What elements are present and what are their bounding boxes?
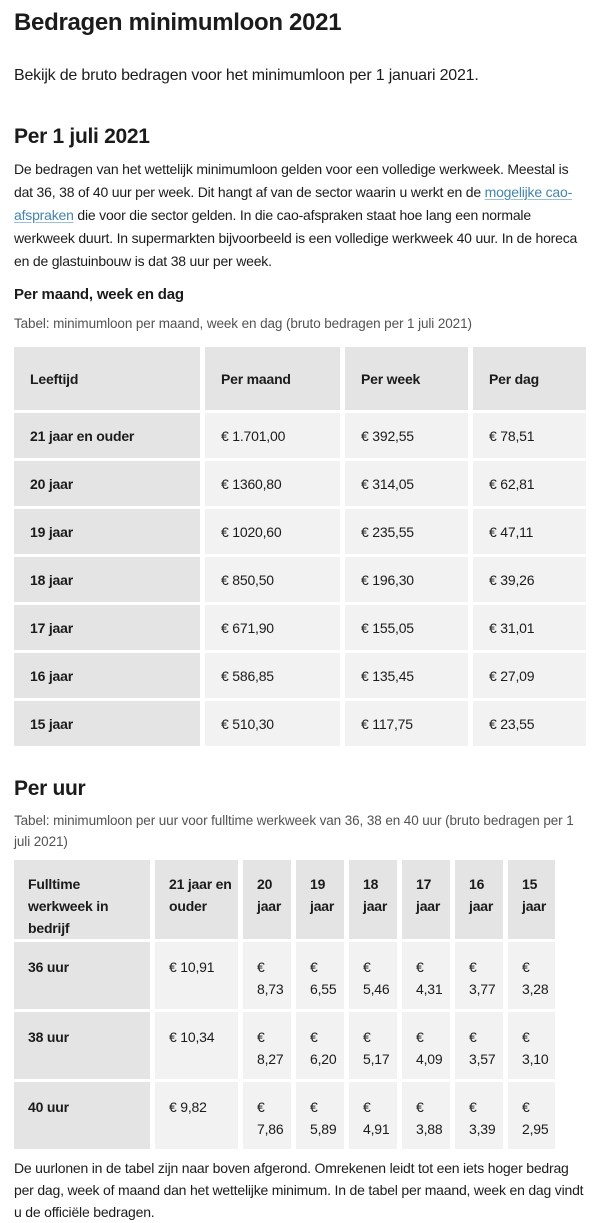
monthly-table-caption: Tabel: minimumloon per maand, week en dag (bruto bedragen per 1 juli 2021) (14, 316, 472, 331)
column-header-20-jaar: 20 jaar (243, 860, 296, 939)
table-cell: € 10,34 (155, 1009, 243, 1079)
table-cell: € 117,75 (345, 698, 473, 746)
table-cell: € 6,20 (296, 1009, 349, 1079)
table-row (14, 1009, 555, 1079)
page-title: Bedragen minimumloon 2021 (14, 9, 342, 36)
column-header-21-jaar-en-ouder: 21 jaar en ouder (155, 860, 243, 939)
table-cell: € 586,85 (205, 650, 345, 698)
table-cell: € 4,31 (402, 939, 455, 1009)
table-cell: € 135,45 (345, 650, 473, 698)
row-header: 20 jaar (14, 458, 205, 506)
table-cell: € 4,09 (402, 1009, 455, 1079)
table-cell: € 7,86 (243, 1079, 296, 1149)
column-header-18-jaar: 18 jaar (349, 860, 402, 939)
table-cell: € 78,51 (473, 410, 586, 458)
table-row (14, 554, 586, 602)
table-cell: € 392,55 (345, 410, 473, 458)
table-cell: € 47,11 (473, 506, 586, 554)
column-header-15-jaar: 15 jaar (508, 860, 555, 939)
table-cell: € 510,30 (205, 698, 345, 746)
table-cell: € 671,90 (205, 602, 345, 650)
row-header: 15 jaar (14, 698, 205, 746)
table-row (14, 698, 586, 746)
table-cell: € 8,27 (243, 1009, 296, 1079)
table-row (14, 410, 586, 458)
table-cell: € 1.701,00 (205, 410, 345, 458)
section-heading-per-1-juli-2021: Per 1 juli 2021 (14, 125, 150, 148)
table-cell: € 10,91 (155, 939, 243, 1009)
intro-text: Bekijk de bruto bedragen voor het minimumloon per 1 januari 2021. (14, 67, 479, 84)
table-cell: € 6,55 (296, 939, 349, 1009)
table-cell: € 39,26 (473, 554, 586, 602)
monthly-header-row (14, 347, 586, 410)
table-cell: € 9,82 (155, 1079, 243, 1149)
row-header: 21 jaar en ouder (14, 410, 205, 458)
column-header-leeftijd: Leeftijd (14, 347, 205, 410)
table-cell: € 31,01 (473, 602, 586, 650)
row-header: 36 uur (14, 939, 155, 1009)
table-cell: € 62,81 (473, 458, 586, 506)
column-header-16-jaar: 16 jaar (455, 860, 508, 939)
juli-paragraph-start: De bedragen van het wettelijk minimumloon gelden voor een volledige werkweek. Meestal is dat 36, 38 of 40 uur per week. Dit hangt af van de sector waarin u werkt en de (14, 161, 569, 200)
table-cell: € 5,17 (349, 1009, 402, 1079)
table-row (14, 939, 555, 1009)
table-cell: € 5,46 (349, 939, 402, 1009)
table-row (14, 458, 586, 506)
column-header-19-jaar: 19 jaar (296, 860, 349, 939)
table-cell: € 3,39 (455, 1079, 508, 1149)
hourly-table (14, 860, 555, 1149)
table-cell: € 1360,80 (205, 458, 345, 506)
table-cell: € 1020,60 (205, 506, 345, 554)
table-cell: € 155,05 (345, 602, 473, 650)
column-header-per-week: Per week (345, 347, 473, 410)
table-cell: € 314,05 (345, 458, 473, 506)
monthly-table-heading: Per maand, week en dag (14, 286, 184, 303)
table-cell: € 23,55 (473, 698, 586, 746)
table-cell: € 850,50 (205, 554, 345, 602)
column-header-per-dag: Per dag (473, 347, 586, 410)
juli-paragraph-end: die voor die sector gelden. In die cao-afspraken staat hoe lang een normale werkweek duurt. In supermarkten bijvoorbeeld is een volledige werkweek 40 uur. In de horeca en de glastuinbouw is dat 38 uur per week. (14, 207, 578, 269)
row-header: 18 jaar (14, 554, 205, 602)
monthly-table (14, 347, 586, 746)
table-cell: € 196,30 (345, 554, 473, 602)
table-row (14, 650, 586, 698)
juli-paragraph (14, 158, 586, 273)
row-header: 17 jaar (14, 602, 205, 650)
table-cell: € 27,09 (473, 650, 586, 698)
row-header: 38 uur (14, 1009, 155, 1079)
hourly-table-caption: Tabel: minimumloon per uur voor fulltime werkweek van 36, 38 en 40 uur (bruto bedragen per 1 juli 2021) (14, 813, 574, 849)
table-cell: € 5,89 (296, 1079, 349, 1149)
table-cell: € 4,91 (349, 1079, 402, 1149)
table-cell: € 8,73 (243, 939, 296, 1009)
column-header-per-maand: Per maand (205, 347, 345, 410)
cao-afspraken-link[interactable]: mogelijke cao-afspraken (14, 184, 573, 223)
table-cell: € 2,95 (508, 1079, 555, 1149)
table-row (14, 506, 586, 554)
table-cell: € 3,77 (455, 939, 508, 1009)
row-header: 40 uur (14, 1079, 155, 1149)
table-cell: € 3,57 (455, 1009, 508, 1079)
table-cell: € 3,88 (402, 1079, 455, 1149)
hourly-header-row (14, 860, 555, 939)
table-cell: € 3,10 (508, 1009, 555, 1079)
table-row (14, 602, 586, 650)
table-cell: € 3,28 (508, 939, 555, 1009)
rounding-note: De uurlonen in de tabel zijn naar boven afgerond. Omrekenen leidt tot een iets hoger bedrag per dag, week of maand dan het wettelijke minimum. In de tabel per maand, week en dag vindt u de officiële bedragen. (14, 1160, 584, 1220)
table-cell: € 235,55 (345, 506, 473, 554)
column-header-17-jaar: 17 jaar (402, 860, 455, 939)
table-row (14, 1079, 555, 1149)
section-heading-per-uur: Per uur (14, 777, 86, 800)
column-header-fulltime-werkweek: Fulltime werkweek in bedrijf (14, 860, 155, 939)
row-header: 19 jaar (14, 506, 205, 554)
row-header: 16 jaar (14, 650, 205, 698)
